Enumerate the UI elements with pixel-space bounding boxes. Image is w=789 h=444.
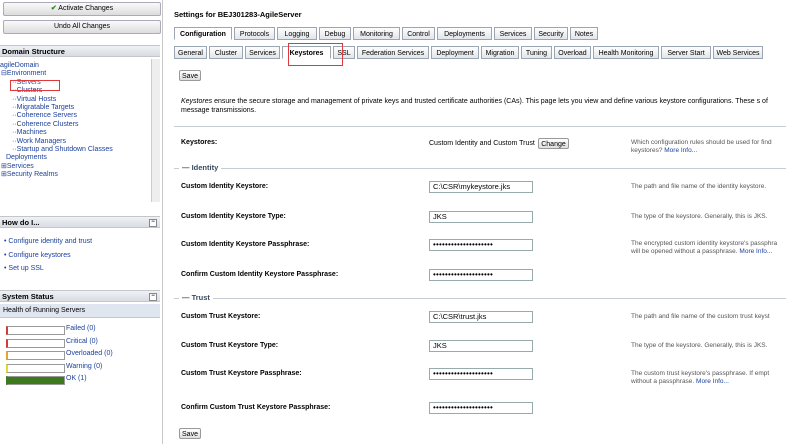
custom-identity-keystore-input[interactable]: C:\CSR\mykeystore.jks — [429, 181, 533, 193]
keystores-help — [631, 139, 772, 155]
how-do-i-link[interactable]: • Set up SSL — [4, 265, 44, 272]
status-label[interactable]: Failed (0) — [66, 325, 96, 332]
activate-changes-label: Activate Changes — [58, 5, 114, 12]
custom-identity-type-label: Custom Identity Keystore Type: — [181, 213, 286, 220]
custom-identity-passphrase-label: Custom Identity Keystore Passphrase: — [181, 241, 310, 248]
trust-pass-help-line1: The custom trust keystore's passphrase. If empt — [631, 370, 770, 377]
status-label[interactable]: Warning (0) — [66, 362, 103, 370]
custom-trust-passphrase-help — [631, 370, 769, 386]
tree-item-startup-shutdown[interactable]: ··Startup and Shutdown Classes — [12, 146, 113, 154]
how-do-i-title: How do I... — [2, 218, 40, 227]
change-button[interactable]: Change — [538, 138, 569, 149]
confirm-identity-passphrase-label: Confirm Custom Identity Keystore Passphrase: — [181, 271, 339, 278]
tree-item-deployments[interactable]: Deployments — [6, 154, 47, 162]
more-info-link[interactable]: More Info... — [664, 147, 698, 154]
trust-section-title: — Trust — [179, 293, 213, 302]
keystores-label: Keystores: — [181, 139, 218, 146]
tab-protocols[interactable]: Protocols — [234, 27, 275, 40]
tree-item-migratable-targets[interactable]: ··Migratable Targets — [12, 104, 75, 112]
minimize-icon[interactable]: − — [149, 293, 157, 301]
subtab-ssl[interactable]: SSL — [333, 46, 355, 59]
tree-item-security-realms[interactable]: ⊞Security Realms — [1, 171, 58, 179]
confirm-identity-passphrase-input[interactable]: •••••••••••••••••••• — [429, 269, 533, 281]
custom-identity-passphrase-input[interactable]: •••••••••••••••••••• — [429, 239, 533, 251]
subtab-overload[interactable]: Overload — [554, 46, 591, 59]
tab-logging[interactable]: Logging — [277, 27, 317, 40]
tab-debug[interactable]: Debug — [319, 27, 351, 40]
subtab-general[interactable]: General — [174, 46, 207, 59]
tree-item-servers[interactable]: ··Servers — [12, 78, 41, 86]
status-bar — [6, 364, 65, 373]
subtab-tuning[interactable]: Tuning — [521, 46, 552, 59]
tree-item-virtual-hosts[interactable]: ··Virtual Hosts — [12, 95, 57, 103]
left-panel — [0, 0, 163, 444]
status-label[interactable]: Critical (0) — [66, 337, 98, 345]
subtab-keystores[interactable]: Keystores — [282, 46, 331, 59]
custom-identity-keystore-label: Custom Identity Keystore: — [181, 183, 269, 190]
how-do-i-header — [0, 216, 160, 228]
how-do-i-link[interactable]: • Configure identity and trust — [4, 238, 93, 245]
identity-pass-help-line1: The encrypted custom identity keystore's passphra — [631, 240, 778, 247]
undo-all-changes-button[interactable] — [3, 20, 161, 34]
status-label[interactable]: Overloaded (0) — [66, 350, 113, 357]
custom-trust-type-help: The type of the keystore. Generally, this is JKS. — [631, 342, 768, 349]
activate-changes-button[interactable] — [3, 2, 161, 16]
keystores-value: Custom Identity and Custom Trust — [429, 140, 535, 147]
tab-control[interactable]: Control — [402, 27, 435, 40]
domain-structure-title: Domain Structure — [2, 47, 65, 56]
check-icon: ✔ — [50, 5, 57, 12]
custom-trust-passphrase-label: Custom Trust Keystore Passphrase: — [181, 370, 302, 377]
tree-item-coherence-clusters[interactable]: ··Coherence Clusters — [12, 120, 79, 128]
tree-item-work-managers[interactable]: ··Work Managers — [12, 137, 66, 145]
confirm-trust-passphrase-label: Confirm Custom Trust Keystore Passphrase: — [181, 404, 331, 411]
how-do-i-list — [4, 235, 92, 276]
identity-pass-help-line2: will be opened without a passphrase. — [631, 248, 738, 255]
keystores-tab-highlight — [288, 43, 343, 66]
tab-services[interactable]: Services — [494, 27, 532, 40]
status-bar — [6, 376, 65, 385]
custom-trust-keystore-label: Custom Trust Keystore: — [181, 313, 261, 320]
tab-configuration[interactable]: Configuration — [174, 27, 232, 40]
subtab-health-monitoring[interactable]: Health Monitoring — [593, 46, 659, 59]
identity-section-title: — Identity — [179, 163, 221, 172]
keystores-help-line2: keystores? — [631, 147, 663, 154]
custom-trust-type-input[interactable]: JKS — [429, 340, 533, 352]
keystores-help-line1: Which configuration rules should be used for find — [631, 139, 772, 146]
domain-structure-header — [0, 45, 160, 57]
page-description — [181, 98, 786, 116]
trust-section-line — [174, 298, 786, 299]
subtab-cluster[interactable]: Cluster — [209, 46, 243, 59]
subtab-web-services[interactable]: Web Services — [713, 46, 763, 59]
subtab-federation-services[interactable]: Federation Services — [357, 46, 429, 59]
identity-section-line — [174, 168, 786, 169]
description-text: ensure the secure storage and management of private keys and trusted certificate authorities (CAs). This page lets you view and define various keystore configurations. These s of message transmissions. — [181, 98, 768, 114]
tree-item-clusters[interactable]: ··Clusters — [12, 87, 43, 95]
tree-item-coherence-servers[interactable]: ··Coherence Servers — [12, 112, 77, 120]
undo-all-changes-label: Undo All Changes — [53, 23, 111, 30]
subtab-migration[interactable]: Migration — [481, 46, 519, 59]
subtab-server-start[interactable]: Server Start — [661, 46, 711, 59]
custom-trust-keystore-help: The path and file name of the custom trust keyst — [631, 313, 770, 320]
subtab-services[interactable]: Services — [245, 46, 280, 59]
more-info-link[interactable]: More Info... — [696, 378, 729, 385]
status-bar — [6, 351, 65, 360]
more-info-link[interactable]: More Info... — [739, 248, 773, 255]
custom-identity-passphrase-help — [631, 240, 777, 256]
subtab-deployment[interactable]: Deployment — [431, 46, 479, 59]
tab-notes[interactable]: Notes — [570, 27, 598, 40]
tree-item-services[interactable]: ⊞Services — [1, 162, 34, 170]
custom-trust-keystore-input[interactable]: C:\CSR\trust.jks — [429, 311, 533, 323]
trust-pass-help-line2: without a passphrase. — [631, 378, 695, 385]
custom-identity-type-input[interactable]: JKS — [429, 211, 533, 223]
trust-section-label: Trust — [191, 293, 210, 302]
tree-scrollbar[interactable] — [151, 59, 160, 202]
system-status-title: System Status — [2, 292, 54, 301]
system-status-header — [0, 290, 160, 302]
tree-item-environment[interactable]: ⊟Environment — [1, 70, 47, 78]
custom-identity-type-help: The type of the keystore. Generally, this is JKS. — [631, 213, 768, 220]
how-do-i-link[interactable]: • Configure keystores — [4, 251, 71, 259]
main-content — [171, 0, 789, 444]
custom-trust-type-label: Custom Trust Keystore Type: — [181, 342, 279, 349]
description-emphasis: Keystores — [181, 98, 213, 105]
tree-item-machines[interactable]: ··Machines — [12, 129, 47, 137]
confirm-trust-passphrase-input[interactable]: •••••••••••••••••••• — [429, 402, 533, 414]
tab-security[interactable]: Security — [534, 27, 568, 40]
status-bar — [6, 326, 65, 335]
divider — [174, 126, 786, 127]
status-label[interactable]: OK (1) — [66, 375, 87, 382]
save-button-top[interactable]: Save — [179, 70, 201, 81]
page-title: Settings for BEJ301283-AgileServer — [174, 10, 302, 19]
status-bar-fill — [8, 377, 64, 384]
custom-trust-passphrase-input[interactable]: •••••••••••••••••••• — [429, 368, 533, 380]
save-button-bottom[interactable]: Save — [179, 428, 201, 439]
tab-deployments[interactable]: Deployments — [437, 27, 492, 40]
servers-highlight — [10, 80, 60, 91]
custom-identity-keystore-help: The path and file name of the identity keystore. — [631, 183, 767, 190]
status-bar — [6, 339, 65, 348]
tree-item-agiledomain[interactable]: agileDomain — [0, 62, 39, 69]
identity-section-label: Identity — [191, 163, 219, 172]
minimize-icon[interactable]: − — [149, 219, 157, 227]
health-label: Health of Running Servers — [0, 304, 160, 318]
tab-monitoring[interactable]: Monitoring — [353, 27, 400, 40]
